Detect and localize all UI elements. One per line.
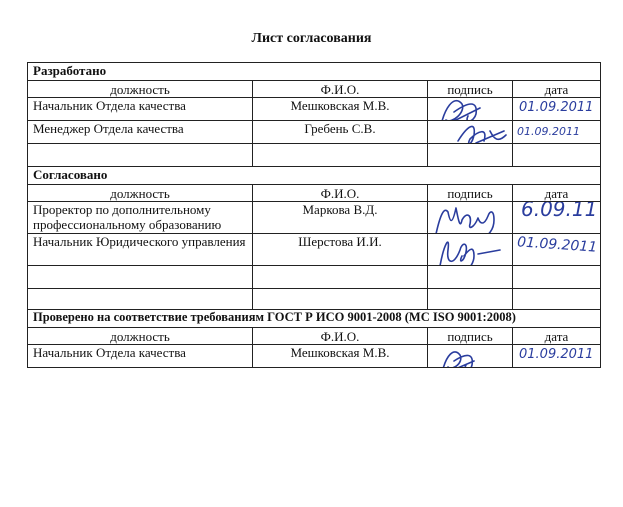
- signature-cell: [428, 121, 513, 144]
- name-cell: Мешковская М.В.: [253, 98, 428, 121]
- column-header-signature: подпись: [428, 81, 513, 98]
- position-cell: Проректор по дополнительному профессиональному образованию: [28, 202, 253, 234]
- column-header-date: дата: [513, 328, 601, 345]
- handwritten-date: 01.09.2011: [516, 234, 598, 256]
- name-cell: Шерстова И.И.: [253, 234, 428, 266]
- table-row: [28, 345, 601, 368]
- column-header-position: должность: [28, 328, 253, 345]
- empty-cell: [253, 289, 428, 310]
- section-header-row: [28, 310, 601, 328]
- position-cell: Начальник Отдела качества: [28, 345, 253, 368]
- column-header-row: [28, 81, 601, 98]
- date-cell: [513, 98, 601, 121]
- signature-cell: [428, 234, 513, 266]
- date-cell: [513, 345, 601, 368]
- signature-cell: [428, 202, 513, 234]
- approval-table: [27, 62, 601, 368]
- position-cell: Начальник Отдела качества: [28, 98, 253, 121]
- handwritten-date: 01.09.2011: [519, 347, 594, 362]
- table-row: [28, 202, 601, 234]
- table-row: [28, 266, 601, 289]
- empty-cell: [513, 266, 601, 289]
- handwritten-signature: [454, 121, 513, 144]
- handwritten-date: 01.09.2011: [519, 100, 594, 115]
- table-row: [28, 234, 601, 266]
- date-cell: [513, 202, 601, 234]
- column-header-date: дата: [513, 185, 601, 202]
- position-cell: Начальник Юридического управления: [28, 234, 253, 266]
- handwritten-signature: [436, 345, 486, 368]
- section-heading: Согласовано: [28, 167, 601, 185]
- column-header-signature: подпись: [428, 185, 513, 202]
- empty-cell: [428, 144, 513, 167]
- empty-cell: [28, 289, 253, 310]
- column-header-position: должность: [28, 185, 253, 202]
- handwritten-signature: [432, 202, 512, 234]
- document-title: Лист согласования: [251, 31, 372, 46]
- empty-cell: [28, 266, 253, 289]
- column-header-row: [28, 185, 601, 202]
- signature-cell: [428, 98, 513, 121]
- empty-cell: [253, 144, 428, 167]
- date-cell: [513, 234, 601, 266]
- name-cell: Маркова В.Д.: [253, 202, 428, 234]
- column-header-signature: подпись: [428, 328, 513, 345]
- name-cell: Гребень С.В.: [253, 121, 428, 144]
- column-header-position: должность: [28, 81, 253, 98]
- empty-cell: [253, 266, 428, 289]
- column-header-row: [28, 328, 601, 345]
- section-heading: Разработано: [28, 63, 601, 81]
- section-heading: Проверено на соответствие требованиям ГОСТ Р ИСО 9001-2008 (МС ISO 9001:2008): [28, 310, 601, 328]
- handwritten-signature: [434, 98, 494, 121]
- section-header-row: [28, 167, 601, 185]
- section-header-row: [28, 63, 601, 81]
- name-cell: Мешковская М.В.: [253, 345, 428, 368]
- signature-cell: [428, 345, 513, 368]
- position-cell: Менеджер Отдела качества: [28, 121, 253, 144]
- empty-cell: [428, 266, 513, 289]
- handwritten-signature: [434, 234, 513, 266]
- column-header-date: дата: [513, 81, 601, 98]
- empty-cell: [428, 289, 513, 310]
- table-row: [28, 144, 601, 167]
- empty-cell: [28, 144, 253, 167]
- table-row: [28, 289, 601, 310]
- empty-cell: [513, 289, 601, 310]
- table-row: [28, 98, 601, 121]
- date-cell: [513, 121, 601, 144]
- handwritten-date: 01.09.2011: [517, 125, 580, 138]
- empty-cell: [513, 144, 601, 167]
- column-header-name: Ф.И.О.: [253, 81, 428, 98]
- handwritten-date: 6.09.11: [521, 201, 598, 221]
- table-row: [28, 121, 601, 144]
- column-header-name: Ф.И.О.: [253, 328, 428, 345]
- column-header-name: Ф.И.О.: [253, 185, 428, 202]
